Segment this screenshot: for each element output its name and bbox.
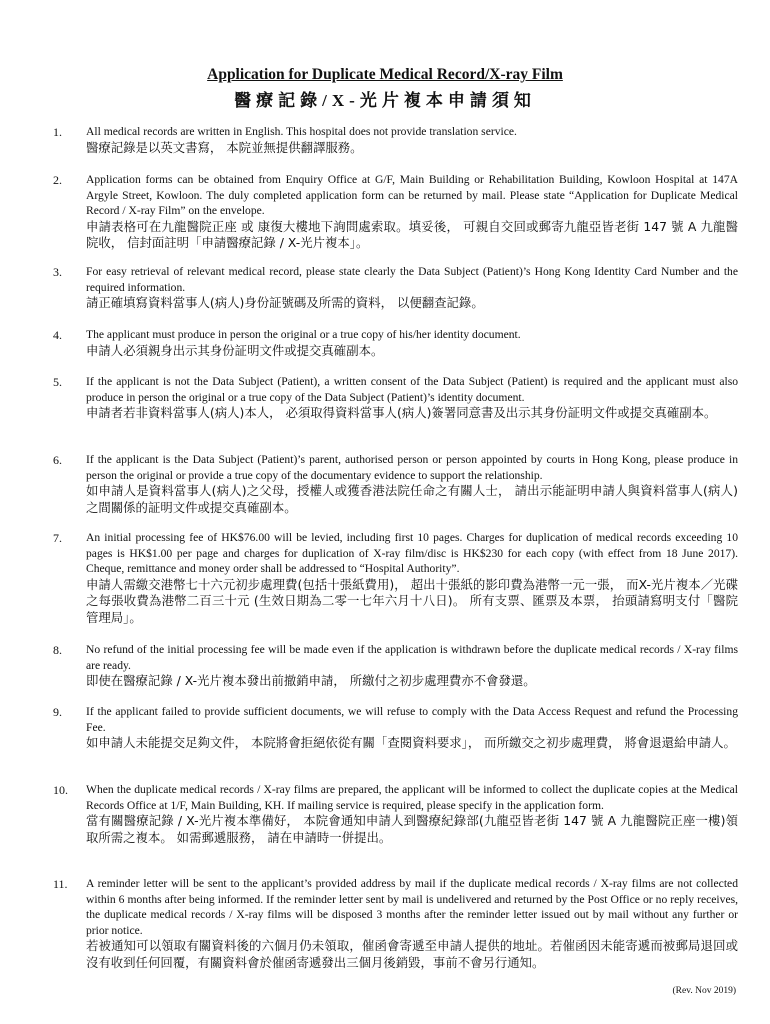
item-text-zh: 醫療記錄是以英文書寫， 本院並無提供翻譯服務。 xyxy=(86,139,363,155)
item-number: 10. xyxy=(53,783,68,797)
revision-note: (Rev. Nov 2019) xyxy=(672,986,736,996)
item-number: 3. xyxy=(53,265,62,279)
item-number: 9. xyxy=(53,705,62,719)
item-text-en: Application forms can be obtained from Enquiry Office at G/F, Main Building or Rehabilitation Building, Kowloon Hospital at 147A Argyle Street, Kowloon. The duly completed application form can be returned by mail. Please state “Application for Duplicate Medical Record / X-ray Film” on the envelope. xyxy=(86,173,738,217)
item-text-en: A reminder letter will be sent to the applicant’s provided address by mail if the duplicate medical records / X-ray films are not collected within 6 months after being informed. If the reminder letter sent by mail is undelivered and returned by the Post Office or no reply receives, the duplicate medical records / X-ray films will be disposed 3 months after the reminder letter issued out by mail without any further or prior notice. xyxy=(86,877,738,937)
item-text-zh: 當有關醫療記錄 / X-光片複本準備好， 本院會通知申請人到醫療紀錄部(九龍亞皆老街 147 號 A 九龍醫院正座一樓)領取所需之複本。 如需郵遞服務， 請在申請時一併提出。 xyxy=(86,813,738,845)
item-text-en: If the applicant is the Data Subject (Patient)’s parent, authorised person or person appointed by courts in Hong Kong, please produce in person the original or provide a true copy of the documentary evidence to support the relationship. xyxy=(86,453,738,482)
item-text-en: All medical records are written in English. This hospital does not provide translation service. xyxy=(86,125,517,138)
item-text-zh: 若被通知可以領取有關資料後的六個月仍未領取，催函會寄遞至申請人提供的地址。若催函因未能寄遞而被郵局退回或沒有收到任何回覆，有關資料會於催函寄遞發出三個月後銷毀，事前不會另行通知。 xyxy=(86,938,738,970)
item-number: 5. xyxy=(53,375,62,389)
item-text-zh: 申請人必須親身出示其身份証明文件或提交真確副本。 xyxy=(86,342,384,358)
item-text-en: When the duplicate medical records / X-ray films are prepared, the applicant will be informed to collect the duplicate copies at the Medical Records Office at 1/F, Main Building, KH. If mailing service is required, please specify in the application form. xyxy=(86,783,738,812)
item-number: 11. xyxy=(53,877,68,891)
item-number: 4. xyxy=(53,328,62,342)
item-text-en: An initial processing fee of HK$76.00 will be levied, including first 10 pages. Charges for duplication of medical records exceeding 10 pages is HK$1.00 per page and charges for duplication of X-ray film/disc is HK$230 for each copy (with effect from 18 June 2017). Cheque, remittance and money order shall be addressed to “Hospital Authority”. xyxy=(86,531,738,575)
item-number: 2. xyxy=(53,173,62,187)
item-text-zh: 申請人需繳交港幣七十六元初步處理費(包括十張紙費用)， 超出十張紙的影印費為港幣一元一張， 而X-光片複本／光碟之每張收費為港幣二百三十元 (生效日期為二零一七年六月十八日)。 所有支票、匯票及本票， 抬頭請寫明支付「醫院管理局」。 xyxy=(86,576,738,625)
title-chinese: 醫療記錄/X-光片複本申請須知 xyxy=(234,91,536,110)
item-text-zh: 申請者若非資料當事人(病人)本人， 必須取得資料當事人(病人)簽署同意書及出示其身份証明文件或提交真確副本。 xyxy=(86,405,717,420)
item-text-en: If the applicant failed to provide sufficient documents, we will refuse to comply with the Data Access Request and refund the Processing Fee. xyxy=(86,705,738,734)
item-text-en: No refund of the initial processing fee will be made even if the application is withdrawn before the duplicate medical records / X-ray films are ready. xyxy=(86,643,738,672)
item-number: 7. xyxy=(53,531,62,545)
item-text-zh: 如申請人未能提交足夠文件， 本院將會拒絕依從有關「查閱資料要求」， 而所繳交之初步處理費， 將會退還給申請人。 xyxy=(86,735,736,750)
item-number: 8. xyxy=(53,643,62,657)
item-text-zh: 如申請人是資料當事人(病人)之父母，授權人或獲香港法院任命之有關人士， 請出示能証明申請人與資料當事人(病人)之間關係的証明文件或提交真確副本。 xyxy=(86,483,738,515)
item-number: 6. xyxy=(53,453,62,467)
item-number: 1. xyxy=(53,125,62,139)
item-text-en: If the applicant is not the Data Subject (Patient), a written consent of the Data Subject (Patient) is required and the applicant must also produce in person the original or a true copy of the Data Subject (Patient)’s identity document. xyxy=(86,375,738,404)
item-text-en: The applicant must produce in person the original or a true copy of his/her identity document. xyxy=(86,328,521,341)
title-english: Application for Duplicate Medical Record/X-ray Film xyxy=(207,66,563,83)
item-text-zh: 即使在醫療記錄 / X-光片複本發出前撤銷申請， 所繳付之初步處理費亦不會發還。 xyxy=(86,673,536,688)
item-text-zh: 請正確填寫資料當事人(病人)身份証號碼及所需的資料， 以便翻查記錄。 xyxy=(86,295,484,310)
item-text-en: For easy retrieval of relevant medical record, please state clearly the Data Subject (Patient)’s Hong Kong Identity Card Number and the required information. xyxy=(86,265,738,294)
item-text-zh: 申請表格可在九龍醫院正座 或 康復大樓地下詢問處索取。填妥後， 可親自交回或郵寄九龍亞皆老街 147 號 A 九龍醫院收， 信封面註明「申請醫療記錄 / X-光片複本」。 xyxy=(86,218,738,250)
